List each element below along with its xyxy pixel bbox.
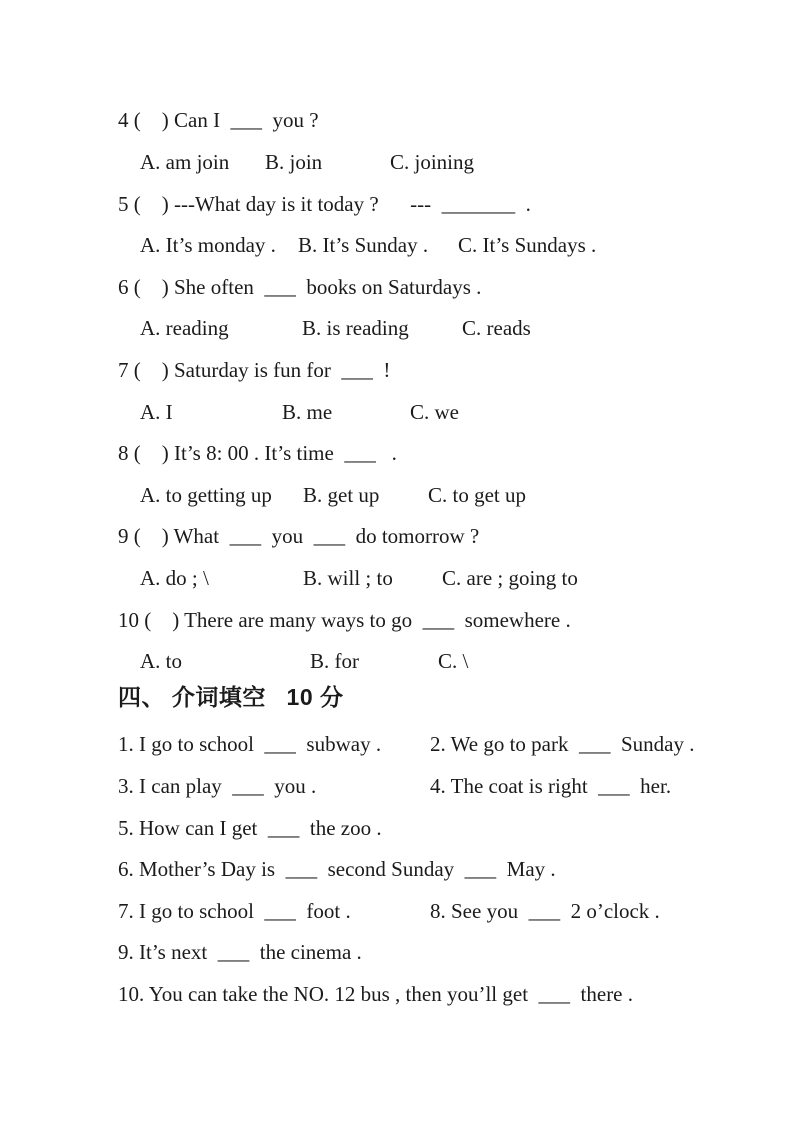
mc-question-9-stem: 9 ( ) What ___ you ___ do tomorrow ? [118, 524, 480, 548]
mc-question-6-stem: 6 ( ) She often ___ books on Saturdays . [118, 275, 482, 299]
fill-item-6: 6. Mother’s Day is ___ second Sunday ___ May . [118, 857, 556, 881]
fill-item-4: 4. The coat is right ___ her. [430, 774, 672, 798]
mc-q6-option-b: B. is reading [302, 316, 409, 340]
mc-q9-option-c: C. are ; going to [442, 566, 578, 590]
mc-q4-option-c: C. joining [390, 150, 475, 174]
mc-q5-option-c: C. It’s Sundays . [458, 233, 597, 257]
mc-question-4-options [0, 149, 793, 175]
mc-question-8-stem: 8 ( ) It’s 8: 00 . It’s time ___ . [118, 441, 397, 465]
mc-question-10-stem: 10 ( ) There are many ways to go ___ somewhere . [118, 608, 571, 632]
fill-item-10: 10. You can take the NO. 12 bus , then you’ll get ___ there . [118, 982, 634, 1006]
section-heading: 四、 介词填空 10 分 [118, 684, 344, 710]
mc-q10-option-b: B. for [310, 649, 359, 673]
mc-q6-option-a: A. reading [140, 316, 229, 340]
mc-question-5-stem: 5 ( ) ---What day is it today ? --- _______ . [118, 192, 531, 216]
mc-question-7-stem: 7 ( ) Saturday is fun for ___ ! [118, 358, 391, 382]
fill-item-7: 7. I go to school ___ foot . [118, 899, 351, 923]
mc-q10-option-a: A. to [140, 649, 182, 673]
mc-q10-option-c: C. \ [438, 649, 469, 673]
mc-q8-option-c: C. to get up [428, 483, 526, 507]
mc-q9-option-b: B. will ; to [303, 566, 393, 590]
mc-q4-option-a: A. am join [140, 150, 230, 174]
mc-question-6-options [0, 315, 793, 341]
mc-q7-option-b: B. me [282, 400, 333, 424]
mc-q5-option-b: B. It’s Sunday . [298, 233, 429, 257]
mc-question-9-options [0, 565, 793, 591]
mc-q7-option-a: A. I [140, 400, 173, 424]
mc-question-5-options [0, 232, 793, 258]
fill-item-1: 1. I go to school ___ subway . [118, 732, 382, 756]
mc-q9-option-a: A. do ; \ [140, 566, 209, 590]
mc-question-10-options [0, 648, 793, 674]
mc-q4-option-b: B. join [265, 150, 323, 174]
mc-q8-option-b: B. get up [303, 483, 380, 507]
mc-question-4-stem: 4 ( ) Can I ___ you ? [118, 108, 319, 132]
mc-q6-option-c: C. reads [462, 316, 531, 340]
mc-q7-option-c: C. we [410, 400, 459, 424]
mc-q8-option-a: A. to getting up [140, 483, 272, 507]
fill-item-5: 5. How can I get ___ the zoo . [118, 816, 382, 840]
mc-q5-option-a: A. It’s monday . [140, 233, 276, 257]
fill-item-9: 9. It’s next ___ the cinema . [118, 940, 362, 964]
fill-item-8: 8. See you ___ 2 o’clock . [430, 899, 660, 923]
fill-item-3: 3. I can play ___ you . [118, 774, 317, 798]
mc-question-7-options [0, 399, 793, 425]
fill-item-2: 2. We go to park ___ Sunday . [430, 732, 695, 756]
mc-question-8-options [0, 482, 793, 508]
